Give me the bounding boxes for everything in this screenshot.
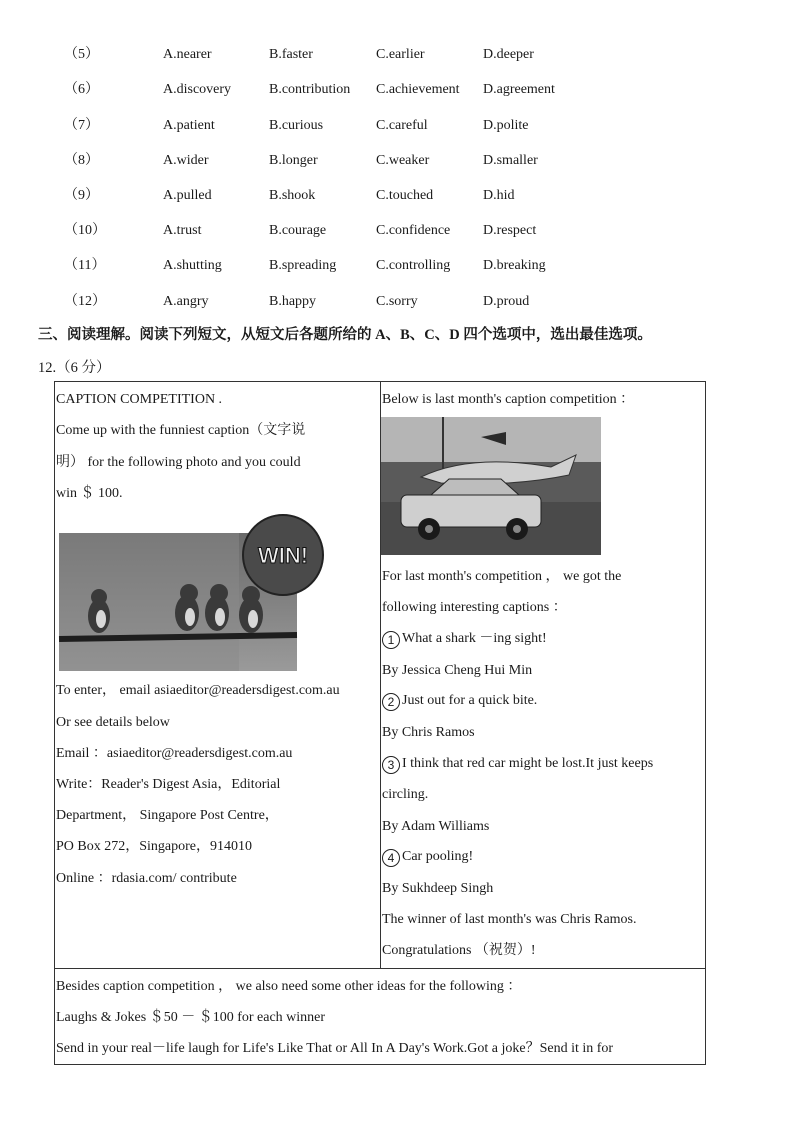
caption-4 [382,847,473,867]
option-a: A.discovery [163,82,232,97]
option-a: A.shutting [163,258,222,273]
question-number: （8） [64,153,99,168]
option-a: A.angry [163,294,209,309]
option-a: A.trust [163,223,202,238]
option-a: A.wider [163,153,209,168]
option-c: C.confidence [376,223,451,238]
number-4-marker: 4 [382,849,400,867]
question-number-12: 12.（6 分） [38,360,111,376]
option-c: C.achievement [376,82,460,97]
number-2-marker: 2 [382,693,400,711]
option-d: D.hid [483,188,515,203]
option-b: B.happy [269,294,317,309]
question-number: （10） [64,223,106,238]
number-3-marker: 3 [382,756,400,774]
online-line: Online ：rdasia.com/ contribute [56,871,237,886]
po-box-line: PO Box 272，Singapore，914010 [56,839,252,854]
question-number: （7） [64,118,99,133]
captions-intro-1: For last month's competition ， we got the [382,569,622,584]
option-b: B.courage [269,223,327,238]
option-c: C.controlling [376,258,451,273]
question-number: （5） [64,47,99,62]
option-a: A.pulled [163,188,212,203]
caption-4-author: By Sukhdeep Singh [382,881,494,896]
win-badge-text: WIN! [257,543,309,568]
bottom-line-1: Besides caption competition ， we also need some other ideas for the following ： [56,979,522,994]
bottom-line-2: Laughs & Jokes ＄50 － ＄100 for each winner [56,1010,326,1025]
write-line: Write：Reader's Digest Asia，Editorial [56,777,281,792]
left-intro-3: win ＄ 100. [56,486,123,501]
left-title: CAPTION COMPETITION . [56,392,223,407]
option-b: B.longer [269,153,318,168]
caption-1 [382,629,547,649]
option-c: C.earlier [376,47,425,62]
captions-intro-2: following interesting captions ： [382,600,567,615]
option-d: D.agreement [483,82,555,97]
caption-3-text: I think that red car might be lost.It just keeps [402,756,654,771]
question-number: （11） [64,258,106,273]
question-number: （12） [64,294,106,309]
question-number: （6） [64,82,99,97]
department-line: Department， Singapore Post Centre， [56,808,279,823]
enter-line: To enter， email asiaeditor@readersdigest.com.au [56,683,340,698]
shark-car-photo [381,417,601,555]
option-c: C.sorry [376,294,418,309]
caption-3 [382,754,653,774]
caption-4-text: Car pooling! [402,849,474,864]
birds-photo [59,513,309,671]
question-number: （9） [64,188,99,203]
section-heading: 三、阅读理解。阅读下列短文，从短文后各题所给的 A、B、C、D 四个选项中，选出最佳选项。 [38,327,652,343]
option-c: C.careful [376,118,428,133]
number-1-marker: 1 [382,631,400,649]
left-intro-2: 明） for the following photo and you could [56,455,301,470]
option-a: A.patient [163,118,215,133]
option-c: C.weaker [376,153,430,168]
option-d: D.deeper [483,47,534,62]
option-b: B.contribution [269,82,351,97]
option-d: D.smaller [483,153,538,168]
email-line: Email ：asiaeditor@readersdigest.com.au [56,746,293,761]
option-d: D.respect [483,223,537,238]
details-line: Or see details below [56,715,170,730]
option-b: B.shook [269,188,316,203]
caption-1-author: By Jessica Cheng Hui Min [382,663,533,678]
right-intro: Below is last month's caption competition ： [382,392,635,407]
winner-line: The winner of last month's was Chris Ramos. [382,912,637,927]
caption-1-text: What a shark －ing sight! [402,631,547,646]
option-b: B.curious [269,118,324,133]
option-d: D.polite [483,118,529,133]
row-divider [54,968,706,969]
option-b: B.faster [269,47,313,62]
option-c: C.touched [376,188,434,203]
option-d: D.proud [483,294,530,309]
option-d: D.breaking [483,258,546,273]
caption-2 [382,691,537,711]
caption-2-author: By Chris Ramos [382,725,475,740]
bottom-line-3: Send in your real－life laugh for Life's Like That or All In A Day's Work.Got a joke？Send it in for [56,1041,614,1056]
option-a: A.nearer [163,47,212,62]
caption-2-text: Just out for a quick bite. [402,693,538,708]
left-intro-1: Come up with the funniest caption（文字说 [56,423,306,438]
option-b: B.spreading [269,258,337,273]
caption-3-author: By Adam Williams [382,819,490,834]
caption-3-text-cont: circling. [382,787,429,802]
congratulations-line: Congratulations （祝贺）! [382,943,536,958]
